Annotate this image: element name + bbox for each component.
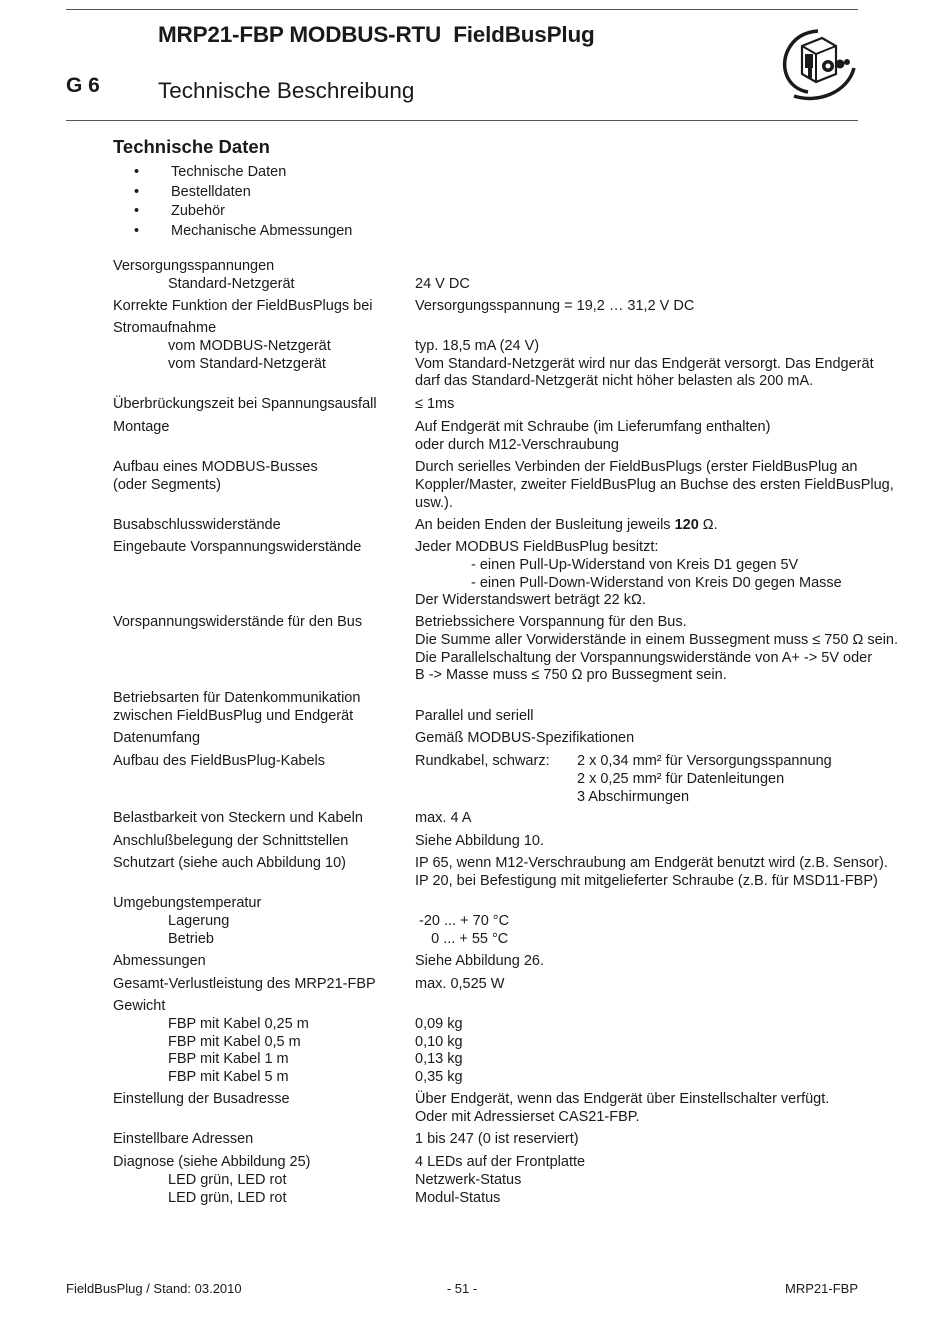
- spec-value: - einen Pull-Up-Widerstand von Kreis D1 gegen 5V: [471, 556, 799, 573]
- spec-value: 2 x 0,25 mm² für Datenleitungen: [577, 770, 785, 787]
- spec-label: Einstellung der Busadresse: [113, 1091, 290, 1107]
- spec-label: Aufbau des FieldBusPlug-Kabels: [113, 753, 325, 769]
- spec-value: IP 65, wenn M12-Verschraubung am Endgerät benutzt wird (z.B. Sensor).: [415, 855, 888, 871]
- fieldbusplug-connector-icon: [778, 22, 858, 102]
- spec-value: 0 ... + 55 °C: [415, 930, 509, 947]
- spec-value: usw.).: [415, 494, 453, 511]
- spec-value: Jeder MODBUS FieldBusPlug besitzt:: [415, 539, 659, 555]
- spec-label: Busabschlusswiderstände: [113, 517, 281, 533]
- spec-value-spacer: [415, 895, 913, 913]
- spec-label: Umgebungstemperatur: [113, 895, 262, 911]
- spec-label: Stromaufnahme: [113, 320, 217, 336]
- spec-label: Schutzart (siehe auch Abbildung 10): [113, 855, 346, 871]
- page-footer: [66, 1281, 858, 1299]
- section-code: G 6: [66, 74, 100, 97]
- spec-value: - einen Pull-Down-Widerstand von Kreis D0 gegen Masse: [471, 574, 842, 591]
- spec-value: Der Widerstandswert beträgt 22 kΩ.: [415, 592, 646, 609]
- spec-value: IP 20, bei Befestigung mit mitgelieferter Schraube (z.B. für MSD11-FBP): [415, 872, 878, 889]
- spec-value: Siehe Abbildung 26.: [415, 953, 544, 969]
- spec-label: Gewicht: [113, 998, 166, 1014]
- bullet-icon: •: [134, 183, 140, 200]
- spec-value-text: An beiden Enden der Busleitung jeweils: [415, 517, 675, 533]
- toc-item-label: Mechanische Abmessungen: [171, 223, 353, 240]
- spec-label: Vorspannungswiderstände für den Bus: [113, 614, 363, 630]
- spec-label: Belastbarkeit von Steckern und Kabeln: [113, 810, 363, 826]
- spec-value: Auf Endgerät mit Schraube (im Lieferumfang enthalten): [415, 419, 771, 435]
- spec-value: Durch serielles Verbinden der FieldBusPlugs (erster FieldBusPlug an: [415, 459, 858, 475]
- spec-label: Korrekte Funktion der FieldBusPlugs bei: [113, 298, 373, 314]
- spec-label: Versorgungsspannungen: [113, 258, 275, 274]
- spec-sublabel: FBP mit Kabel 0,25 m: [168, 1015, 309, 1032]
- spec-value: max. 4 A: [415, 810, 472, 826]
- toc-item-label: Zubehör: [171, 203, 226, 220]
- spec-sublabel: vom Standard-Netzgerät: [168, 355, 326, 372]
- spec-value: Versorgungsspannung = 19,2 … 31,2 V DC: [415, 298, 695, 314]
- spec-value: [415, 517, 913, 535]
- spec-value-text: 2 x 0,34 mm² für Versorgungsspannung: [577, 753, 832, 769]
- spec-value: Netzwerk-Status: [415, 1171, 522, 1188]
- toc-item-label: Technische Daten: [171, 164, 287, 180]
- spec-value: ≤ 1ms: [415, 396, 455, 412]
- spec-value: -20 ... + 70 °C: [415, 912, 510, 929]
- spec-value-spacer: [415, 258, 913, 276]
- spec-sublabel: LED grün, LED rot: [168, 1171, 287, 1188]
- spec-value-spacer: [415, 690, 913, 708]
- header-top-rule: [66, 9, 858, 10]
- spec-value: 24 V DC: [415, 275, 470, 292]
- spec-value: darf das Standard-Netzgerät nicht höher belasten als 200 mA.: [415, 373, 814, 390]
- spec-label: Überbrückungszeit bei Spannungsausfall: [113, 396, 377, 412]
- toc-item: [113, 183, 352, 203]
- section-heading: Technische Daten: [113, 136, 270, 157]
- spec-label: Aufbau eines MODBUS-Busses: [113, 459, 318, 475]
- toc-item: [113, 202, 352, 222]
- toc-item: [113, 222, 352, 242]
- spec-value: Vom Standard-Netzgerät wird nur das Endgerät versorgt. Das Endgerät: [415, 355, 874, 372]
- spec-value: oder durch M12-Verschraubung: [415, 436, 619, 453]
- spec-sublabel: FBP mit Kabel 5 m: [168, 1069, 289, 1086]
- spec-sublabel: FBP mit Kabel 1 m: [168, 1051, 289, 1068]
- spec-value: 0,13 kg: [415, 1051, 463, 1068]
- document-title: MRP21-FBP MODBUS-RTU FieldBusPlug: [158, 22, 595, 47]
- spec-value: Die Summe aller Vorwiderstände in einem Bussegment muss ≤ 750 Ω sein.: [415, 631, 899, 648]
- spec-value: Koppler/Master, zweiter FieldBusPlug an Buchse des ersten FieldBusPlug,: [415, 476, 894, 493]
- footer-document-info: FieldBusPlug / Stand: 03.2010: [66, 1281, 242, 1296]
- spec-value: 1 bis 247 (0 ist reserviert): [415, 1131, 579, 1147]
- spec-label: Montage: [113, 419, 170, 435]
- spec-value: Die Parallelschaltung der Vorspannungswiderstände von A+ -> 5V oder: [415, 649, 873, 666]
- spec-value: Modul-Status: [415, 1189, 501, 1206]
- spec-value: Parallel und seriell: [415, 707, 534, 724]
- toc-item: [113, 163, 352, 183]
- spec-value: Siehe Abbildung 10.: [415, 833, 544, 849]
- spec-value: 4 LEDs auf der Frontplatte: [415, 1154, 586, 1170]
- section-title: Technische Beschreibung: [158, 78, 415, 103]
- footer-product: MRP21-FBP: [785, 1281, 858, 1296]
- spec-value: [415, 753, 913, 771]
- spec-value: 0,09 kg: [415, 1015, 463, 1032]
- spec-value: Betriebssichere Vorspannung für den Bus.: [415, 614, 687, 630]
- spec-sublabel: FBP mit Kabel 0,5 m: [168, 1033, 301, 1050]
- section-toc-list: [113, 163, 352, 242]
- spec-value: Gemäß MODBUS-Spezifikationen: [415, 730, 635, 746]
- spec-value-spacer: [415, 320, 913, 338]
- spec-label: zwischen FieldBusPlug und Endgerät: [113, 707, 354, 724]
- spec-label: Diagnose (siehe Abbildung 25): [113, 1154, 311, 1170]
- spec-value-spacer: [415, 998, 913, 1016]
- spec-label: Datenumfang: [113, 730, 201, 746]
- spec-value-label: Rundkabel, schwarz:: [415, 753, 550, 769]
- spec-value-bold: 120: [674, 517, 699, 533]
- spec-value: Oder mit Adressierset CAS21-FBP.: [415, 1108, 640, 1125]
- spec-sublabel: Lagerung: [168, 912, 230, 929]
- footer-page-number: - 51 -: [446, 1281, 478, 1296]
- spec-label: Anschlußbelegung der Schnittstellen: [113, 833, 349, 849]
- spec-value: Über Endgerät, wenn das Endgerät über Einstellschalter verfügt.: [415, 1091, 830, 1107]
- spec-label: Betriebsarten für Datenkommunikation: [113, 690, 361, 706]
- spec-label: (oder Segments): [113, 476, 221, 493]
- spec-sublabel: Betrieb: [168, 930, 214, 947]
- spec-value: 0,10 kg: [415, 1033, 463, 1050]
- spec-value: max. 0,525 W: [415, 976, 505, 992]
- spec-value: B -> Masse muss ≤ 750 Ω pro Bussegment sein.: [415, 667, 727, 684]
- spec-label: Gesamt-Verlustleistung des MRP21-FBP: [113, 976, 376, 992]
- spec-value: typ. 18,5 mA (24 V): [415, 337, 540, 354]
- spec-sublabel: Standard-Netzgerät: [168, 275, 295, 292]
- spec-sublabel: vom MODBUS-Netzgerät: [168, 337, 331, 354]
- spec-label: Abmessungen: [113, 953, 206, 969]
- toc-item-label: Bestelldaten: [171, 183, 251, 200]
- bullet-icon: •: [134, 223, 140, 240]
- bullet-icon: •: [134, 203, 140, 220]
- spec-value: 3 Abschirmungen: [577, 788, 690, 805]
- spec-label: Einstellbare Adressen: [113, 1131, 254, 1147]
- spec-value-text: Ω.: [698, 517, 718, 533]
- bullet-icon: •: [134, 164, 140, 180]
- header-bottom-rule: [66, 120, 858, 121]
- spec-value: 0,35 kg: [415, 1069, 463, 1086]
- spec-sublabel: LED grün, LED rot: [168, 1189, 287, 1206]
- spec-label: Eingebaute Vorspannungswiderstände: [113, 539, 362, 555]
